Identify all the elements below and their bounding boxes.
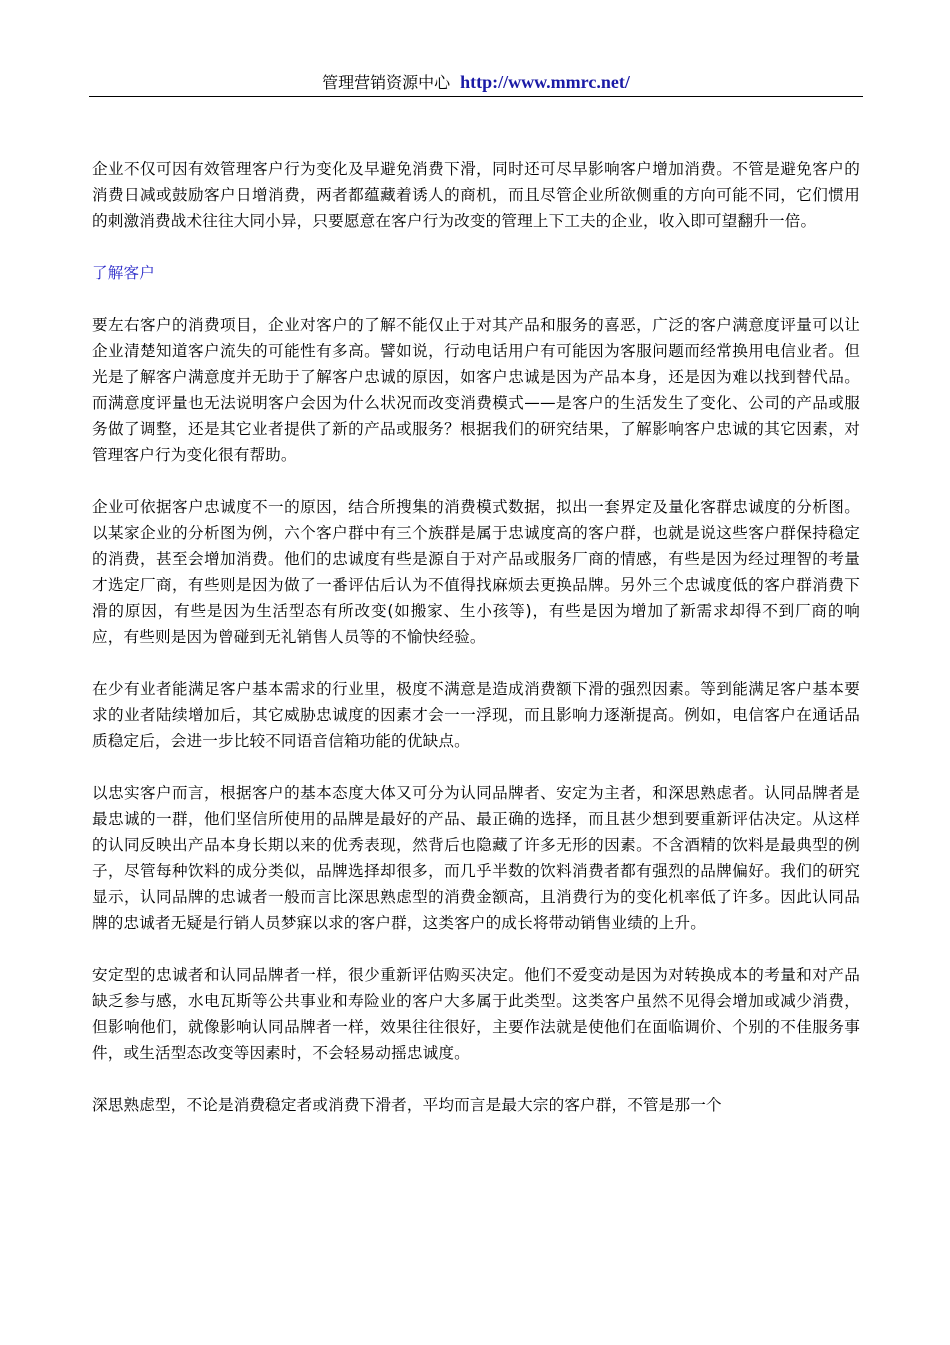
intro-paragraph: 企业不仅可因有效管理客户行为变化及早避免消费下滑，同时还可尽早影响客户增加消费。不管是避免客户的消费日减或鼓励客户日增消费，两者都蕴藏着诱人的商机，而且尽管企业所欲侧重的方向可能不同，它们惯用的刺激消费战术往往大同小异，只要愿意在客户行为改变的管理上下工夫的企业，收入即可望翻升一倍。 xyxy=(92,160,860,230)
body-paragraph: 企业可依据客户忠诚度不一的原因，结合所搜集的消费模式数据，拟出一套界定及量化客群忠诚度的分析图。以某家企业的分析图为例，六个客户群中有三个族群是属于忠诚度高的客户群，也就是说这些客户群保持稳定的消费，甚至会增加消费。他们的忠诚度有些是源自于对产品或服务厂商的情感，有些是因为经过理智的考量才选定厂商，有些则是因为做了一番评估后认为不值得找麻烦去更换品牌。另外三个忠诚度低的客户群消费下滑的原因，有些是因为生活型态有所改变(如搬家、生小孩等)，有些是因为增加了新需求却得不到厂商的响应，有些则是因为曾碰到无礼销售人员等的不愉快经验。 xyxy=(92,498,860,646)
header-divider xyxy=(89,96,863,97)
body-paragraph: 要左右客户的消费项目，企业对客户的了解不能仅止于对其产品和服务的喜恶，广泛的客户满意度评量可以让企业清楚知道客户流失的可能性有多高。譬如说，行动电话用户有可能因为客服问题而经常换用电信业者。但光是了解客户满意度并无助于了解客户忠诚的原因，如客户忠诚是因为产品本身，还是因为难以找到替代品。而满意度评量也无法说明客户会因为什么状况而改变消费模式——是客户的生活发生了变化、公司的产品或服务做了调整，还是其它业者提供了新的产品或服务？根据我们的研究结果，了解影响客户忠诚的其它因素，对管理客户行为变化很有帮助。 xyxy=(92,316,860,464)
header-site-url[interactable]: http://www.mmrc.net/ xyxy=(460,72,630,92)
body-paragraph: 安定型的忠诚者和认同品牌者一样，很少重新评估购买决定。他们不爱变动是因为对转换成本的考量和对产品缺乏参与感，水电瓦斯等公共事业和寿险业的客户大多属于此类型。这类客户虽然不见得会增加或减少消费，但影响他们，就像影响认同品牌者一样，效果往往很好，主要作法就是使他们在面临调价、个别的不佳服务事件，或生活型态改变等因素时，不会轻易动摇忠诚度。 xyxy=(92,966,860,1062)
document-body xyxy=(92,156,860,1118)
body-paragraph: 以忠实客户而言，根据客户的基本态度大体又可分为认同品牌者、安定为主者，和深思熟虑者。认同品牌者是最忠诚的一群，他们坚信所使用的品牌是最好的产品、最正确的选择，而且甚少想到要重新评估决定。从这样的认同反映出产品本身长期以来的优秀表现，然背后也隐藏了许多无形的因素。不含酒精的饮料是最典型的例子，尽管每种饮料的成分类似，品牌选择却很多，而几乎半数的饮料消费者都有强烈的品牌偏好。我们的研究显示，认同品牌的忠诚者一般而言比深思熟虑型的消费金额高，且消费行为的变化机率低了许多。因此认同品牌的忠诚者无疑是行销人员梦寐以求的客户群，这类客户的成长将带动销售业绩的上升。 xyxy=(92,784,860,932)
body-paragraph: 在少有业者能满足客户基本需求的行业里，极度不满意是造成消费额下滑的强烈因素。等到能满足客户基本要求的业者陆续增加后，其它威胁忠诚度的因素才会一一浮现，而且影响力逐渐提高。例如，电信客户在通话品质稳定后，会进一步比较不同语音信箱功能的优缺点。 xyxy=(92,680,860,750)
body-paragraph: 深思熟虑型，不论是消费稳定者或消费下滑者，平均而言是最大宗的客户群，不管是那一个 xyxy=(92,1096,722,1114)
header-site-name: 管理营销资源中心 xyxy=(322,73,451,92)
section-heading: 了解客户 xyxy=(92,264,155,282)
page-header xyxy=(89,68,863,96)
